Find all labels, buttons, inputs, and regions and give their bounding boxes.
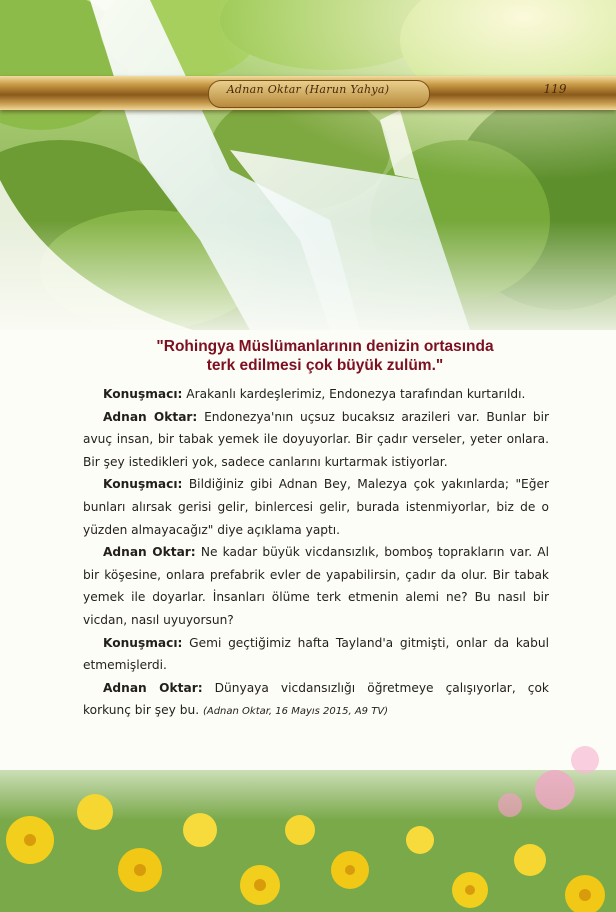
dialogue-paragraph bbox=[83, 406, 549, 474]
speaker-label: Konuşmacı: bbox=[103, 387, 183, 401]
source-citation: (Adnan Oktar, 16 Mayıs 2015, A9 TV) bbox=[202, 706, 389, 718]
paragraph-text: Gemi geçtiğimiz hafta Tayland'a gitmişti, onlar da kabul etmemişlerdi. bbox=[83, 635, 549, 673]
speaker-label: Konuşmacı: bbox=[103, 635, 183, 650]
headline-line: terk edilmesi çok büyük zulüm." bbox=[206, 357, 444, 374]
speaker-label: Adnan Oktar: bbox=[103, 545, 196, 560]
paragraph-text: Dünyaya vicdansızlığı öğretmeye çalışıyorlar, çok korkunç bir şey bu. bbox=[83, 680, 549, 718]
flower-field bbox=[0, 740, 616, 912]
paragraph-text: Arakanlı kardeşlerimiz, Endonezya tarafından kurtarıldı. bbox=[182, 387, 526, 401]
page-number: 119 bbox=[543, 82, 567, 96]
paragraph-text: Bildiğiniz gibi Adnan Bey, Malezya çok yakınlarda; "Eğer bunları alırsak gerisi gelir, binlercesi gelir, burada istenmiyorlar, biz de o yüzden almayacağız" diye açıklama yaptı. bbox=[83, 477, 549, 537]
dialogue-paragraph bbox=[83, 383, 549, 406]
speaker-label: Adnan Oktar: bbox=[103, 680, 203, 695]
dialogue-paragraph bbox=[83, 473, 549, 541]
running-head: Adnan Oktar (Harun Yahya) bbox=[226, 83, 390, 96]
headline-line: "Rohingya Müslümanlarının denizin ortasında bbox=[156, 338, 494, 355]
headline bbox=[100, 337, 550, 375]
speaker-label: Adnan Oktar: bbox=[103, 409, 198, 424]
dialogue-paragraph bbox=[83, 541, 549, 631]
dialogue-paragraph bbox=[83, 632, 549, 677]
speaker-label: Konuşmacı: bbox=[103, 477, 183, 492]
paragraph-text: Ne kadar büyük vicdansızlık, bomboş toprakların var. Al bir köşesine, onlara prefabrik evler de yapabilirsin, çadır da olur. Bir tabak yemek ile doyarlar. İnsanları ölüme terk etmenin alemi ne? Bu nasıl bir vicdan, nasıl uyuyorsun? bbox=[83, 545, 549, 627]
paragraph-text: Endonezya'nın uçsuz bucaksız arazileri var. Bunlar bir avuç insan, bir tabak yemek ile doyuyorlar. Bir çadır verseler, yeter onlara. Bir şey istedikleri yok, sadece canlarını kurtarmak istiyorlar. bbox=[83, 409, 549, 469]
dialogue-paragraph bbox=[83, 677, 549, 724]
dialogue-body bbox=[83, 383, 549, 724]
